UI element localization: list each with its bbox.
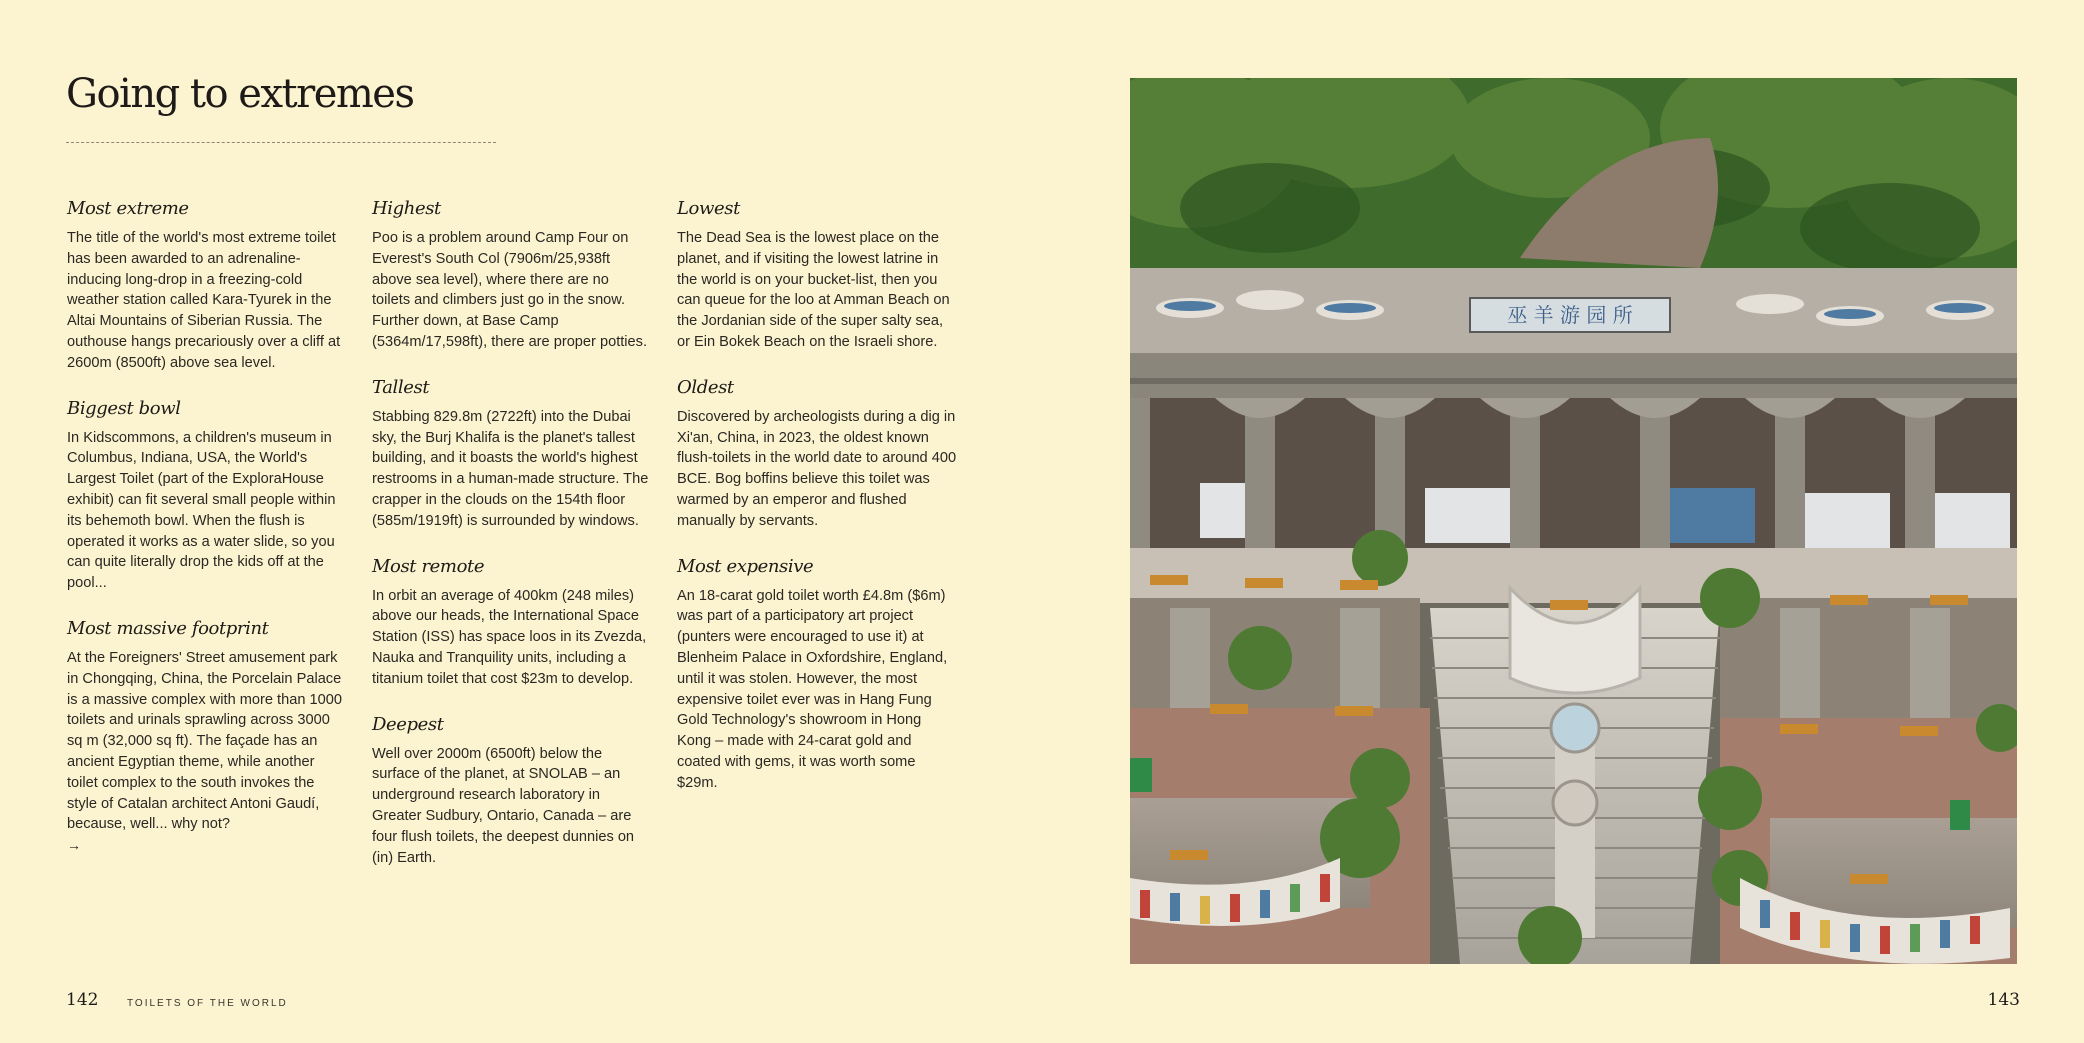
fountain-basin-top — [1551, 704, 1599, 752]
photo-illustration — [1130, 78, 2017, 964]
section-oldest — [677, 375, 957, 532]
toilet-complex-photo — [1130, 78, 2017, 964]
section-body: Well over 2000m (6500ft) below the surface of the planet, at SNOLAB – an underground research laboratory in Greater Sudbury, Ontario, Canada – are four flush toilets, the deepest dunnies on (in) Earth. — [372, 745, 635, 866]
section-lowest — [677, 196, 957, 353]
left-page-number: 142 — [66, 990, 99, 1010]
green-bin — [1130, 758, 1152, 792]
section-most-massive-footprint — [67, 616, 345, 854]
section-heading: Most extreme — [67, 198, 189, 219]
section-heading: Most expensive — [677, 555, 814, 577]
section-body: An 18-carat gold toilet worth £4.8m ($6m) was part of a participatory art project (punters were encouraged to use it) at Blenheim Palace in Oxfordshire, England, until it was stolen. However, the most expensive toilet ever was in Hang Fung Gold Technology's showroom in Hong Kong – made with 24-carat gold and coated with gems, it was worth some $29m. — [677, 587, 948, 791]
section-heading: Biggest bowl — [67, 397, 181, 419]
continue-arrow-icon: → — [67, 837, 81, 854]
roof-banner-text: 巫 羊 游 园 所 — [1507, 303, 1633, 327]
section-body: Poo is a problem around Camp Four on Everest's South Col (7906m/25,938ft above sea level), where there are no toilets and climbers just go in the snow. Further down, at Base Camp (5364m/17,598ft), there are proper potties. — [372, 230, 648, 350]
text-column-1 — [67, 196, 345, 876]
section-most-expensive — [677, 554, 957, 794]
section-heading: Oldest — [677, 376, 734, 398]
cornice-texture — [1130, 378, 2017, 384]
section-body: In Kidscommons, a children's museum in Columbus, Indiana, USA, the World's Largest Toilet (part of the ExploraHouse exhibit) can fit several small people within its behemoth bowl. When the flush is operated it works as a water slide, so you can quite literally drop the kids off at the pool... — [67, 429, 336, 592]
text-column-2 — [372, 196, 650, 890]
section-deepest — [372, 712, 650, 869]
lower-wall-right — [1720, 598, 2017, 718]
section-heading: Tallest — [372, 376, 430, 398]
section-body: In orbit an average of 400km (248 miles) above our heads, the International Space Station (ISS) has space loos in its Zvezda, Nauka and Tranquility units, including a titanium toilet that cost $23m to develop. — [372, 587, 647, 687]
text-column-3 — [677, 196, 957, 816]
section-biggest-bowl — [67, 396, 345, 594]
section-heading: Deepest — [372, 713, 444, 735]
section-body: Stabbing 829.8m (2722ft) into the Dubai sky, the Burj Khalifa is the planet's tallest building, and it boasts the world's highest restrooms in a human-made structure. The crapper in the clouds on the 154th floor (585m/1919ft) is surrounded by windows. — [372, 408, 649, 529]
running-head: TOILETS OF THE WORLD — [127, 998, 288, 1009]
right-page-number: 143 — [1987, 990, 2020, 1010]
section-heading: Highest — [372, 198, 441, 219]
section-body: The title of the world's most extreme toilet has been awarded to an adrenaline-inducing long-drop in a freezing-cold weather station called Kara-Tyurek in the Altai Mountains of Siberian Russia. The outhouse hangs precariously over a cliff at 2600m (8500ft) above sea level. — [67, 230, 341, 371]
section-heading: Most massive footprint — [67, 617, 269, 639]
title-divider — [66, 142, 496, 143]
fountain-basin-bottom — [1553, 781, 1597, 825]
section-heading: Most remote — [372, 555, 485, 577]
upper-walkway — [1130, 548, 2017, 603]
section-body: At the Foreigners' Street amusement park in Chongqing, China, the Porcelain Palace is a massive complex with more than 1000 toilets and urinals sprawling across 3000 sq m (32,000 sq ft). The façade has an ancient Egyptian theme, while another toilet complex to the south invokes the style of Catalan architect Antoni Gaudí, because, well... why not? — [67, 649, 342, 833]
section-most-extreme — [67, 196, 345, 374]
colonnade-cornice — [1130, 353, 2017, 398]
page-title: Going to extremes — [66, 71, 414, 117]
section-heading: Lowest — [677, 198, 740, 219]
green-bin-right — [1950, 800, 1970, 830]
section-body: The Dead Sea is the lowest place on the planet, and if visiting the lowest latrine in the world is on your bucket-list, then you can queue for the loo at Amman Beach on the Jordanian side of the super salty sea, or Ein Bokek Beach on the Israeli shore. — [677, 230, 950, 350]
section-tallest — [372, 375, 650, 532]
section-most-remote — [372, 554, 650, 690]
section-highest — [372, 196, 650, 353]
section-body: Discovered by archeologists during a dig in Xi'an, China, in 2023, the oldest known flush-toilets in the world date to around 400 BCE. Bog boffins believe this toilet was warmed by an emperor and flushed manually by servants. — [677, 408, 957, 529]
